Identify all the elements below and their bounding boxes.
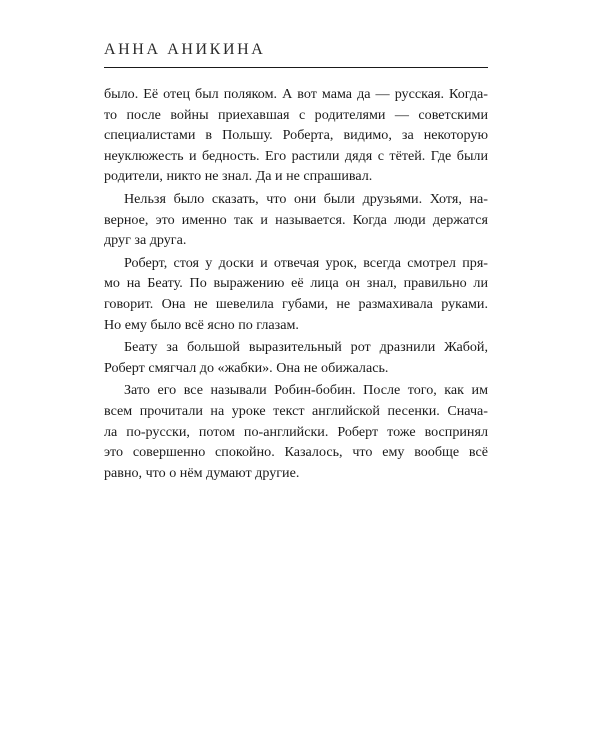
text-line: ла по-русски, потом по-английски. Роберт тоже воспринял [104, 423, 488, 440]
paragraph [104, 84, 488, 187]
body-text [104, 84, 488, 485]
text-line: это совершенно спокойно. Казалось, что ему вообще всё [104, 444, 488, 461]
text-line: мо на Беату. По выражению её лица он знал, правильно ли [104, 275, 488, 292]
text-line: Зато его все называли Робин-бобин. После того, как им [124, 382, 488, 399]
paragraph [104, 253, 488, 335]
header-rule [104, 67, 488, 68]
text-line: родители, никто не знал. Да и не спрашивал. [104, 168, 373, 185]
text-line: специалистами в Польшу. Роберта, видимо, за некоторую [104, 127, 488, 144]
text-line: Но ему было всё ясно по глазам. [104, 316, 299, 333]
paragraph [104, 337, 488, 378]
text-line: Роберт, стоя у доски и отвечая урок, всегда смотрел пря- [124, 254, 488, 271]
text-line: говорит. Она не шевелила губами, не размахивала руками. [104, 295, 488, 312]
text-line: Роберт смягчал до «жабки». Она не обижалась. [104, 359, 389, 376]
text-line: было. Её отец был поляком. А вот мама да — русская. Когда- [104, 86, 488, 102]
text-line: Нельзя было сказать, что они были друзьями. Хотя, на- [124, 190, 488, 207]
text-line: всем прочитали на уроке текст английской песенки. Снача- [104, 402, 488, 419]
text-line: неуклюжесть и бедность. Его растили дядя с тётей. Где были [104, 147, 488, 164]
paragraph [104, 189, 488, 251]
text-line: Беату за большой выразительный рот дразнили Жабой, [124, 339, 488, 356]
text-line: равно, что о нём думают другие. [104, 464, 300, 481]
running-head: АННА АНИКИНА [104, 41, 266, 58]
text-line: то после войны приехавшая с родителями — советскими [104, 106, 488, 123]
text-line: друг за друга. [104, 232, 187, 249]
text-line: верное, это именно так и называется. Когда люди держатся [104, 211, 488, 228]
paragraph [104, 380, 488, 483]
